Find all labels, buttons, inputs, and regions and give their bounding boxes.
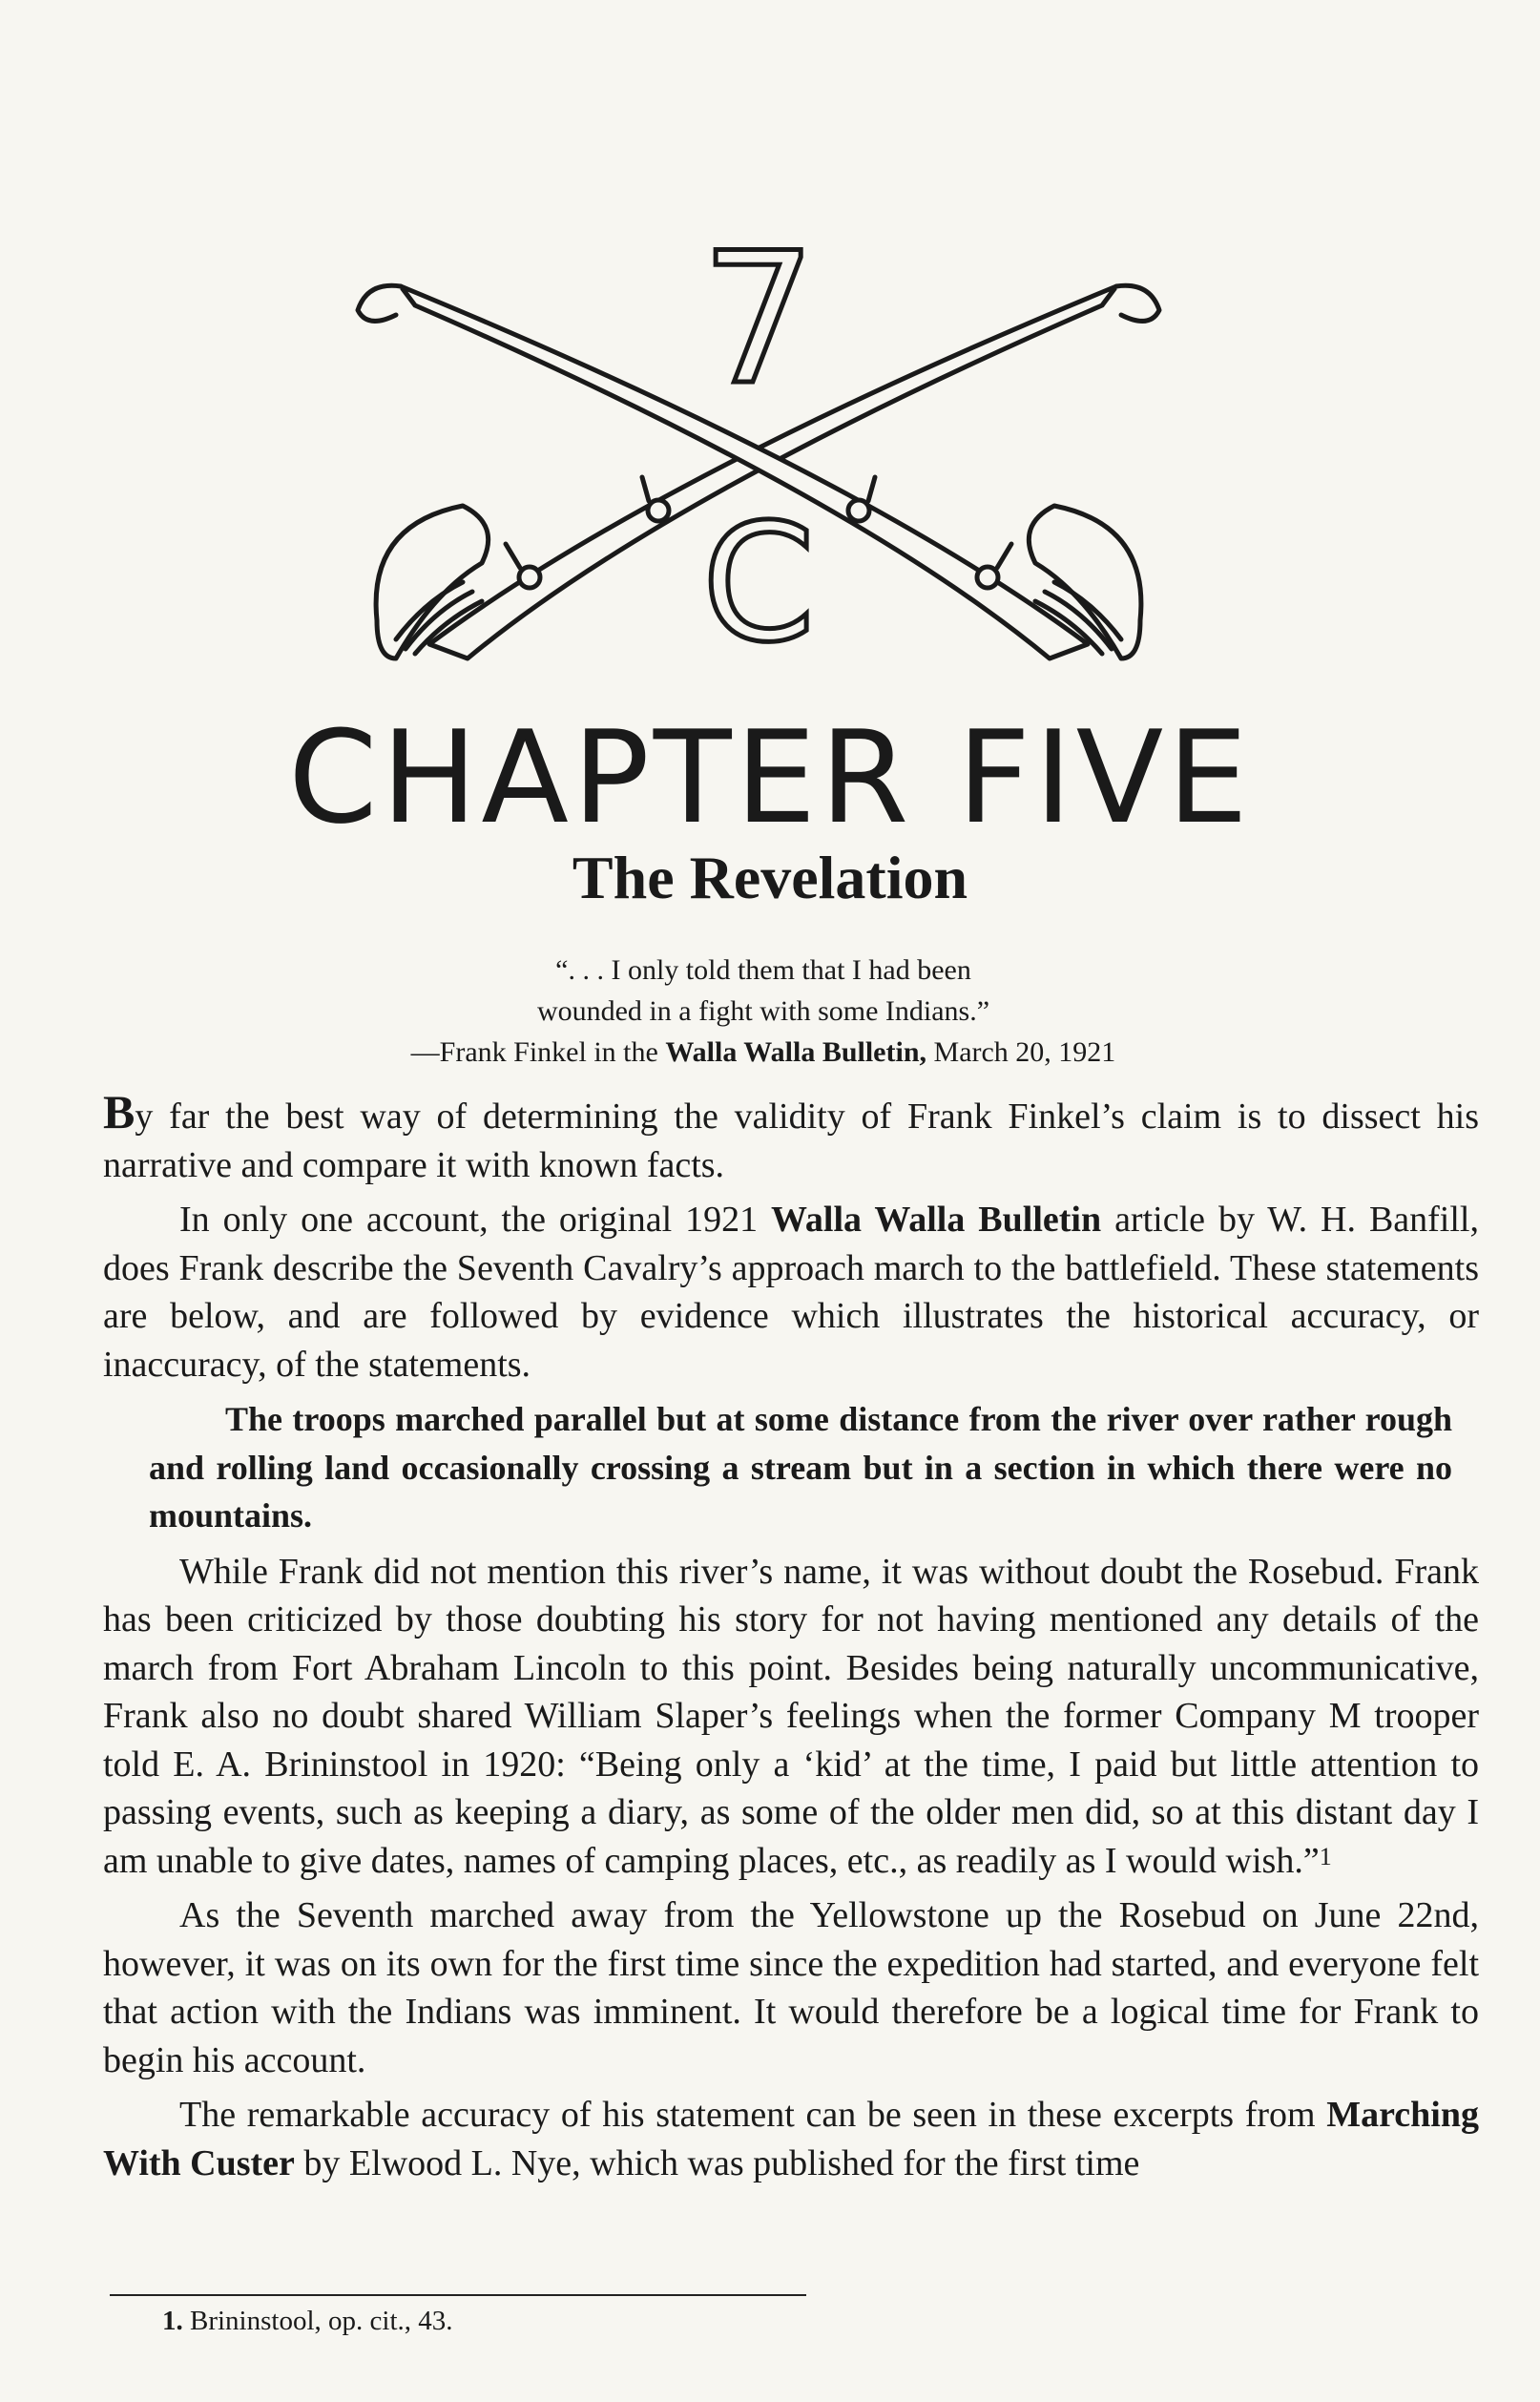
- footnote-divider: [110, 2294, 806, 2296]
- epigraph: [286, 950, 1240, 1073]
- epigraph-line: wounded in a fight with some Indians.”: [536, 995, 990, 1027]
- emblem-letter: C: [701, 490, 816, 678]
- paragraph: As the Seventh marched away from the Yellowstone up the Rosebud on June 22nd, however, it was on its own for the first time since the expedition had started, and everyone felt that action with the Indians was imminent. It would therefore be a logical time for Frank to begin his account.: [103, 1895, 1479, 2080]
- epigraph-attribution: —Frank Finkel in the Walla Walla Bulletin, March 20, 1921: [410, 1036, 1116, 1068]
- body-text: [103, 1085, 1479, 2194]
- paragraph: By far the best way of determining the validity of Frank Finkel’s claim is to dissect his narrative and compare it with known facts.: [103, 1085, 1479, 1185]
- paragraph: While Frank did not mention this river’s name, it was without doubt the Rosebud. Frank has been criticized by those doubting his story for not having mentioned any details of the march from Fort Abraham Lincoln to this point. Besides being naturally uncommunicative, Frank also no doubt shared William Slaper’s feelings when the former Company M trooper told E. A. Brininstool in 1920: “Being only a ‘kid’ at the time, I paid but little attention to passing events, such as keeping a diary, as some of the older men did, so at this distant day I am unable to give dates, names of camping places, etc., as readily as I would wish.”$^1$: [103, 1551, 1479, 1881]
- emblem-number: 7: [700, 239, 817, 425]
- drop-cap: B: [103, 1085, 135, 1138]
- chapter-title: CHAPTER FIVE: [288, 703, 1252, 852]
- epigraph-line: “. . . I only told them that I had been: [555, 954, 971, 986]
- chapter-subtitle: The Revelation: [572, 844, 968, 911]
- footnote: 1. Brininstool, op. cit., 43.: [162, 2306, 453, 2336]
- footnote-ref: 1: [1319, 1842, 1332, 1870]
- paragraph: In only one account, the original 1921 Walla Walla Bulletin article by W. H. Banfill, does Frank describe the Seventh Cavalry’s approach march to the battlefield. These statements are below, and are followed by evidence which illustrates the historical accuracy, or inaccuracy, of the statements.: [103, 1200, 1479, 1385]
- crossed-sabers-7c-icon: [339, 239, 1178, 678]
- block-quote: The troops marched parallel but at some distance from the river over rather rough and rolling land occasionally crossing a stream but in a section in which there were no mountains.: [149, 1400, 1452, 1535]
- paragraph: The remarkable accuracy of his statement can be seen in these excerpts from Marching With Custer by Elwood L. Nye, which was published for the first time: [103, 2095, 1479, 2183]
